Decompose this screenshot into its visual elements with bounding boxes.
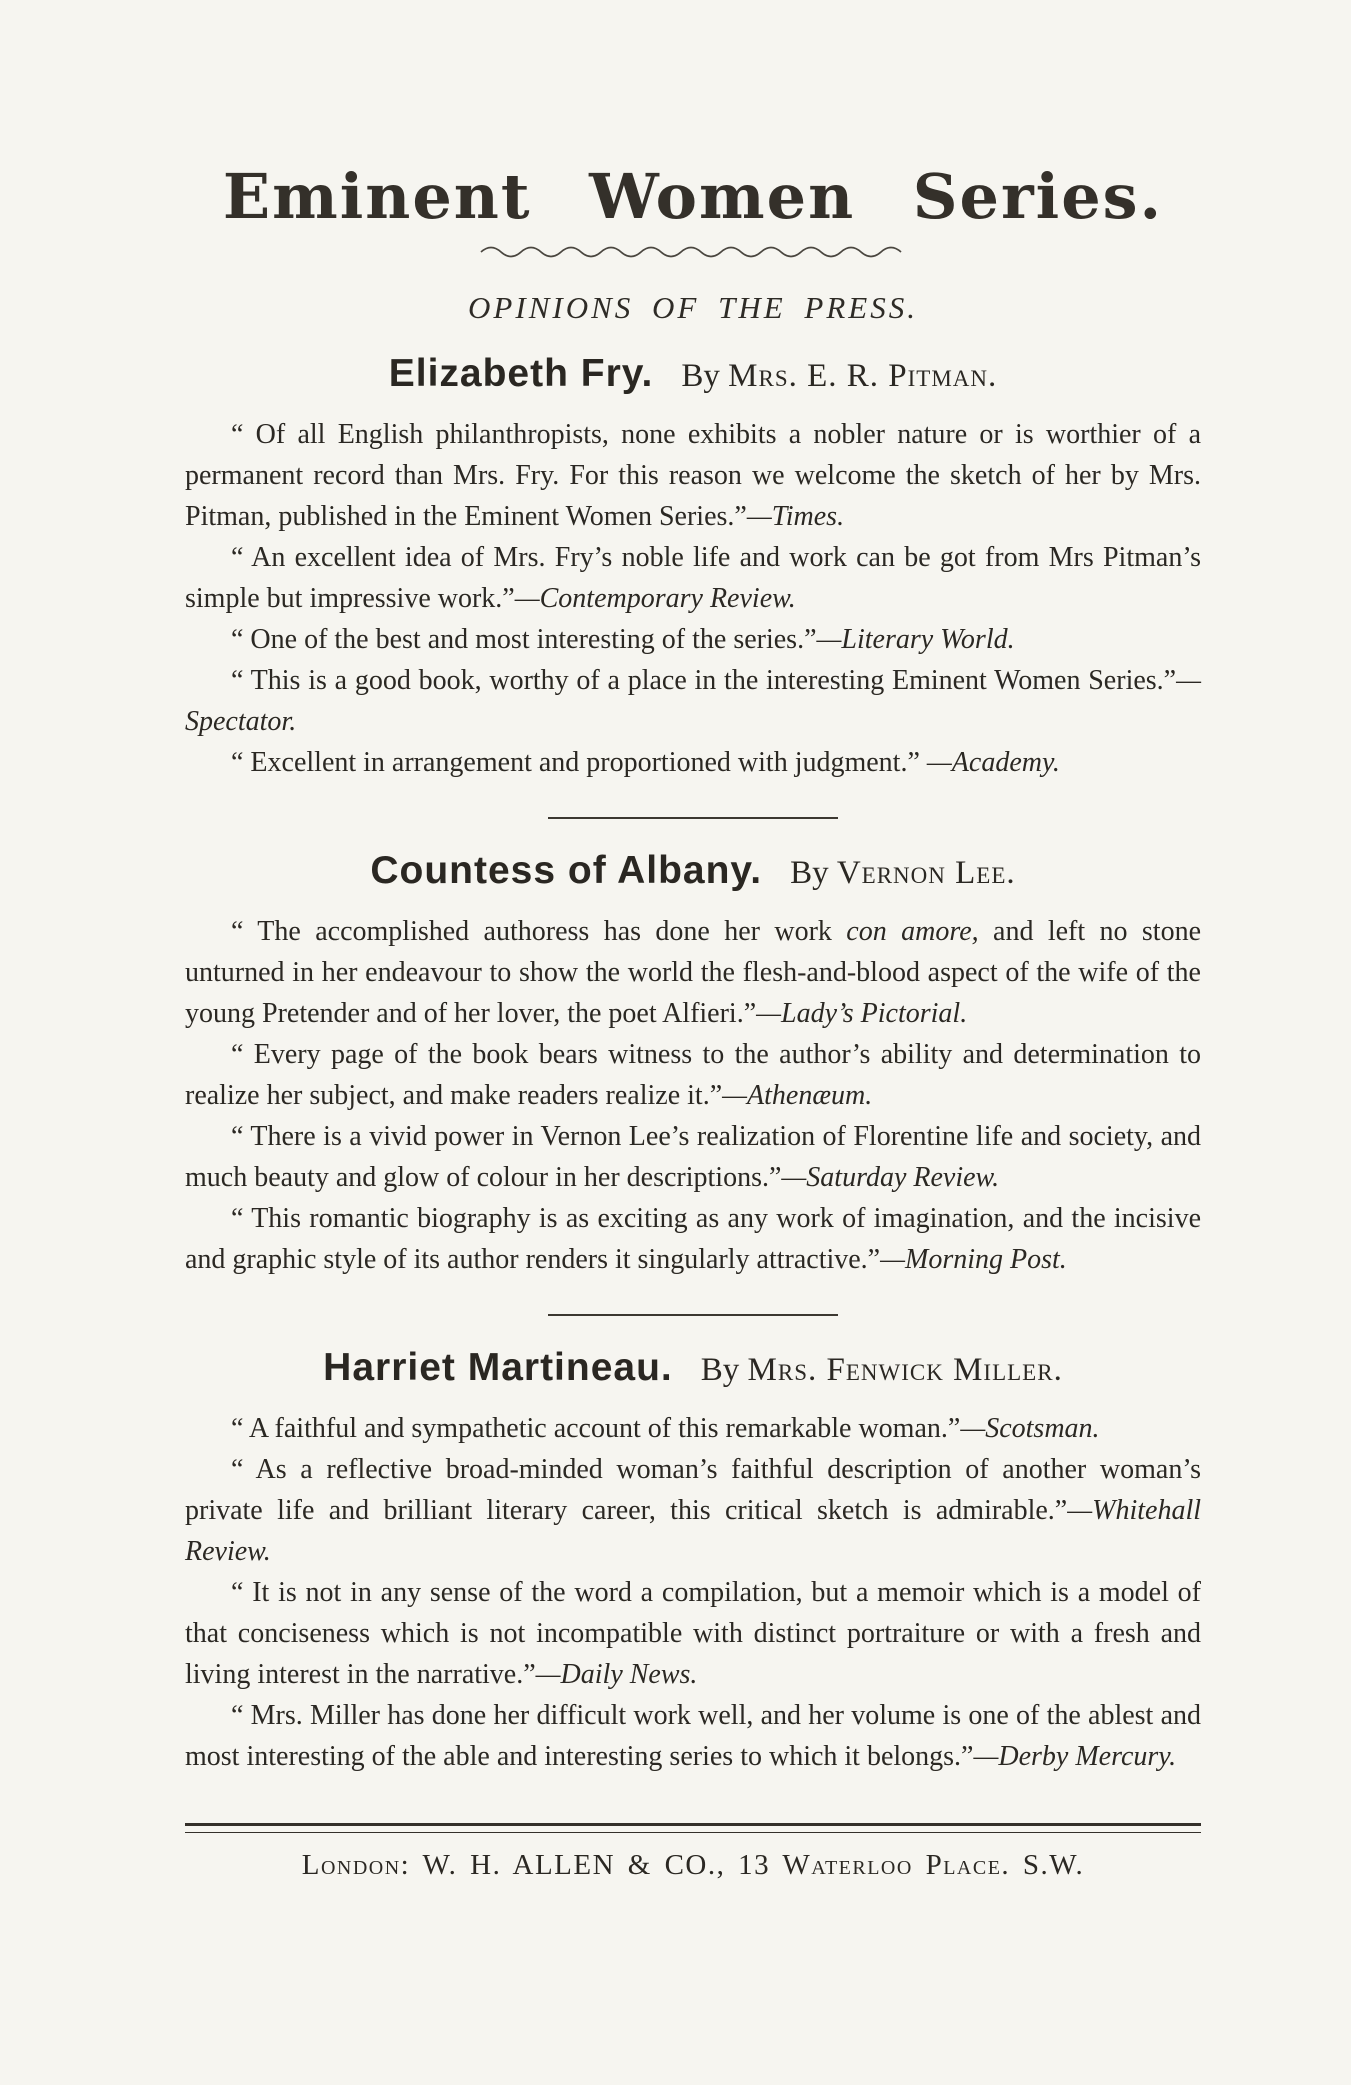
section-byline [681,358,997,394]
byline-prefix: By [790,855,837,891]
quote-source: —Morning Post. [880,1244,1067,1275]
section-heading [185,1346,1201,1390]
quote-source: —Daily News. [535,1659,698,1690]
press-quote [185,1695,1201,1777]
press-section [185,352,1201,783]
quote-text: “ Mrs. Miller has done her difficult work well, and her volume is one of the ablest and most interesting of the able and interesting series to which it belongs.” [185,1700,1201,1772]
quote-source: —Whitehall Review. [185,1495,1201,1567]
byline-author: Mrs. E. R. Pitman. [728,358,998,394]
quote-source: —Scotsman. [960,1413,1100,1444]
quote-source: —Saturday Review. [781,1162,1000,1193]
quote-text: “ A faithful and sympathetic account of this remarkable woman.” [231,1413,961,1444]
press-quote [185,537,1201,619]
section-heading [185,352,1201,396]
quote-text: “ Every page of the book bears witness to the author’s ability and determination to realize her subject, and make readers realize it.” [185,1039,1201,1111]
press-quote [185,619,1201,660]
section-byline [790,855,1016,891]
quote-source: —Athenæum. [722,1080,873,1111]
quote-source: —Contemporary Review. [514,583,796,614]
press-quote [185,1198,1201,1280]
quote-text: “ There is a vivid power in Vernon Lee’s realization of Florentine life and society, and much beauty and glow of colour in her descriptions.” [185,1121,1201,1193]
press-quote [185,1116,1201,1198]
quote-emphasis: con amore, [846,916,979,947]
footer-double-rule [185,1823,1201,1833]
byline-author: Mrs. Fenwick Miller. [747,1352,1063,1388]
book-title: Harriet Martineau. [323,1346,673,1389]
quote-text: “ Excellent in arrangement and proportioned with judgment.” [231,747,927,778]
quote-source: —Derby Mercury. [973,1741,1177,1772]
byline-prefix: By [700,1352,748,1388]
quote-text: “ The accomplished authoress has done her work [231,916,847,947]
quote-text: “ This romantic biography is as exciting as any work of imagination, and the incisive and graphic style of its author renders it singularly attractive.” [185,1203,1201,1275]
series-title: Eminent Women Series. [222,160,1164,233]
section-byline [701,1352,1063,1388]
byline-author: Vernon Lee. [836,855,1016,891]
book-title: Countess of Albany. [370,849,763,892]
press-quote [185,742,1201,783]
publisher-imprint-line: London: W. H. ALLEN & CO., 13 Waterloo Place. S.W. [301,1849,1085,1881]
press-quote [185,1034,1201,1116]
press-quote [185,414,1201,537]
quote-source: —Lady’s Pictorial. [756,998,968,1029]
section-divider [548,817,838,819]
press-sections [185,352,1201,1777]
quote-text: “ As a reflective broad-minded woman’s faithful description of another woman’s private life and brilliant literary career, this critical sketch is admirable.” [185,1454,1201,1526]
press-quote [185,1572,1201,1695]
quote-source: —Times. [746,501,845,532]
quote-text: “ An excellent idea of Mrs. Fry’s noble life and work can be got from Mrs Pitman’s simple but impressive work.” [185,542,1201,614]
press-quote [185,911,1201,1034]
quote-text: “ This is a good book, worthy of a place in the interesting Eminent Women Series.” [231,665,1177,696]
quote-text: “ One of the best and most interesting of the series.” [231,624,817,655]
wavy-line-graphic [478,243,908,259]
book-title: Elizabeth Fry. [388,352,654,395]
byline-prefix: By [681,358,729,394]
quote-list [185,414,1201,783]
quote-source: —Spectator. [185,665,1201,737]
quote-text: “ Of all English philanthropists, none exhibits a nobler nature or is worthier of a permanent record than Mrs. Fry. For this reason we welcome the sketch of her by Mrs. Pitman, published in the Eminent Women Series.” [185,419,1201,532]
press-section [185,849,1201,1280]
press-quote [185,660,1201,742]
press-section [185,1346,1201,1777]
quote-list [185,911,1201,1280]
quote-list [185,1408,1201,1777]
quote-text: and left no stone unturned in her endeavour to show the world the flesh-and-blood aspect of the wife of the young Pretender and of her lover, the poet Alfieri.” [185,916,1202,1029]
quote-source: —Literary World. [816,624,1015,655]
press-quote [185,1408,1201,1449]
section-heading [185,849,1201,893]
quote-source: —Academy. [926,747,1060,778]
section-divider [548,1314,838,1316]
press-opinions-heading: OPINIONS OF THE PRESS. [468,290,918,325]
wavy-divider [185,243,1201,264]
quote-text: “ It is not in any sense of the word a compilation, but a memoir which is a model of that conciseness which is not incompatible with distinct portraiture or with a fresh and living interest in the narrative.” [185,1577,1201,1690]
press-quote [185,1449,1201,1572]
